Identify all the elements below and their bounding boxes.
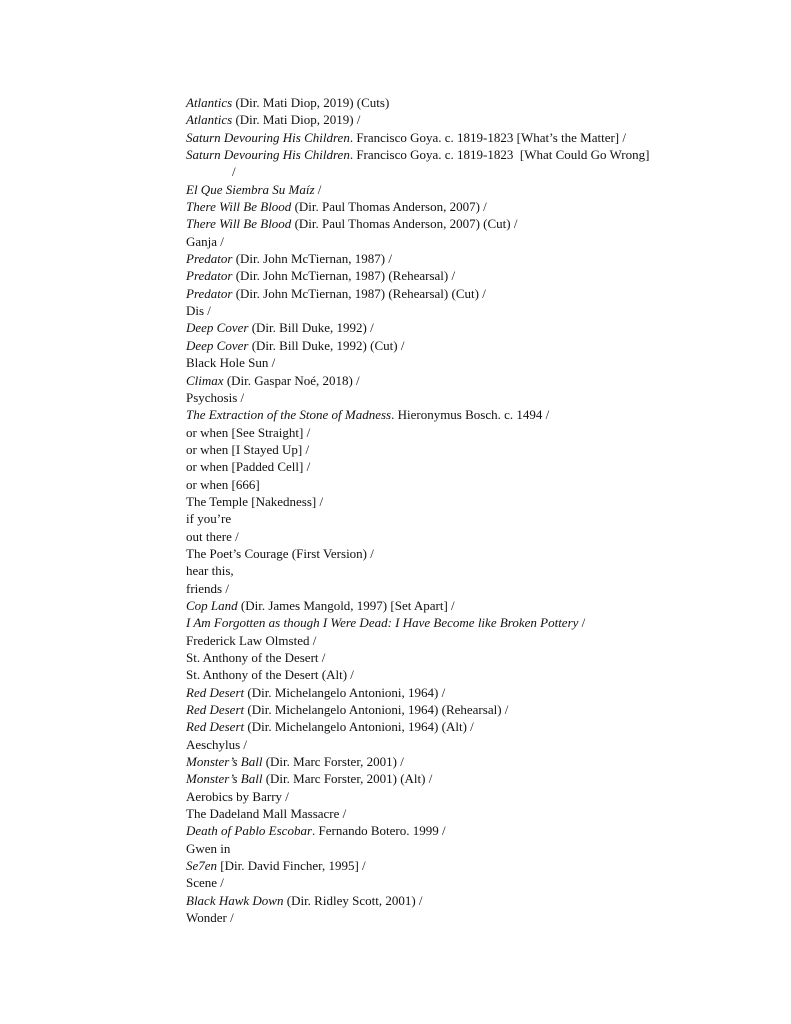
poem-line	[186, 666, 766, 683]
poem-line	[186, 372, 766, 389]
line-text: (Dir. Paul Thomas Anderson, 2007) (Cut) /	[291, 216, 518, 232]
line-text: (Dir. Marc Forster, 2001) /	[262, 754, 404, 770]
line-text: (Dir. Mati Diop, 2019) /	[232, 112, 361, 128]
work-title: Atlantics	[186, 95, 233, 110]
poem-line	[186, 250, 766, 267]
work-title: Atlantics	[186, 112, 233, 128]
work-title: There Will Be Blood	[186, 199, 292, 215]
poem-line	[186, 233, 766, 250]
work-title: Deep Cover	[186, 320, 249, 336]
work-title: Saturn Devouring His Children	[186, 147, 350, 163]
line-text: (Dir. John McTiernan, 1987) /	[232, 251, 392, 267]
poem-line	[186, 424, 766, 441]
poem-line	[186, 597, 766, 614]
line-text: /	[578, 615, 586, 631]
work-title: Predator	[186, 268, 233, 284]
work-title: Saturn Devouring His Children	[186, 129, 350, 145]
poem-line	[186, 649, 766, 666]
line-text: (Dir. John McTiernan, 1987) (Rehearsal) (Cut) /	[232, 285, 486, 301]
work-title: Predator	[186, 285, 233, 301]
line-text: Aerobics by Barry /	[186, 788, 289, 804]
poem-line	[186, 718, 766, 735]
line-text: Psychosis /	[186, 389, 245, 405]
work-title: Black Hawk Down	[186, 892, 284, 908]
poem-line	[186, 94, 766, 111]
line-text: The Poet’s Courage (First Version) /	[186, 545, 374, 561]
poem-line	[186, 510, 766, 527]
work-title: There Will Be Blood	[186, 216, 292, 232]
line-text: hear this,	[186, 563, 234, 579]
poem-line	[186, 493, 766, 510]
work-title: Predator	[186, 251, 233, 267]
line-text: Dis /	[186, 303, 211, 319]
line-text: (Dir. Mati Diop, 2019) (Cuts)	[232, 95, 390, 110]
line-text: Wonder /	[186, 910, 234, 926]
poem-line	[186, 458, 766, 475]
poem-line	[186, 874, 766, 891]
poem-line	[186, 684, 766, 701]
line-text: (Dir. Paul Thomas Anderson, 2007) /	[291, 199, 487, 215]
poem-line	[186, 545, 766, 562]
line-text: out there /	[186, 528, 239, 544]
line-text: Frederick Law Olmsted /	[186, 632, 317, 648]
work-title: Red Desert	[186, 684, 245, 700]
poem-line	[186, 441, 766, 458]
line-text: (Dir. Michelangelo Antonioni, 1964) /	[244, 684, 446, 700]
line-text: (Dir. James Mangold, 1997) [Set Apart] /	[237, 597, 455, 613]
work-title: Monster’s Ball	[186, 771, 263, 787]
line-text: (Dir. Ridley Scott, 2001) /	[283, 892, 423, 908]
poem-line	[186, 389, 766, 406]
poem-line	[186, 337, 766, 354]
line-text: (Dir. John McTiernan, 1987) (Rehearsal) /	[232, 268, 456, 284]
work-title: The Extraction of the Stone of Madness	[186, 407, 392, 423]
line-text: (Dir. Marc Forster, 2001) (Alt) /	[262, 771, 433, 787]
poem-line	[186, 736, 766, 753]
poem-body	[186, 94, 766, 927]
line-text: or when [I Stayed Up] /	[186, 441, 310, 457]
line-text: (Dir. Michelangelo Antonioni, 1964) (Alt) /	[244, 719, 474, 735]
poem-line	[186, 302, 766, 319]
poem-line	[186, 181, 766, 198]
poem-line	[186, 805, 766, 822]
line-text: or when [See Straight] /	[186, 424, 311, 440]
poem-line	[186, 111, 766, 128]
poem-line	[186, 614, 766, 631]
line-text: (Dir. Bill Duke, 1992) (Cut) /	[248, 337, 405, 353]
line-text: Scene /	[186, 875, 224, 891]
line-text: The Temple [Nakedness] /	[186, 493, 324, 509]
poem-line	[186, 129, 766, 146]
work-title: Deep Cover	[186, 337, 249, 353]
work-title: I Am Forgotten as though I Were Dead: I Have Become like Broken Pottery	[186, 615, 579, 631]
line-text: (Dir. Michelangelo Antonioni, 1964) (Rehearsal) /	[244, 702, 509, 718]
line-text: /	[314, 181, 322, 197]
line-text: Black Hole Sun /	[186, 355, 276, 371]
poem-line	[186, 753, 766, 770]
line-text: St. Anthony of the Desert (Alt) /	[186, 667, 354, 683]
work-title: Red Desert	[186, 719, 245, 735]
line-text: Aeschylus /	[186, 736, 248, 752]
line-text: . Fernando Botero. 1999 /	[312, 823, 446, 839]
poem-line	[186, 701, 766, 718]
line-text: (Dir. Gaspar Noé, 2018) /	[223, 372, 360, 388]
poem-line	[186, 476, 766, 493]
poem-line	[186, 319, 766, 336]
line-text: St. Anthony of the Desert /	[186, 650, 326, 665]
poem-line	[186, 528, 766, 545]
line-text: . Francisco Goya. c. 1819-1823 [What’s the Matter] /	[349, 129, 627, 145]
poem-line	[186, 285, 766, 302]
poem-line	[186, 788, 766, 805]
line-text: . Hieronymus Bosch. c. 1494 /	[391, 407, 550, 423]
poem-line	[186, 857, 766, 874]
line-text: or when [Padded Cell] /	[186, 459, 311, 475]
poem-line	[186, 770, 766, 787]
work-title: Se7en	[186, 858, 218, 874]
work-title: Climax	[186, 372, 224, 388]
poem-line	[186, 632, 766, 649]
work-title: Monster’s Ball	[186, 754, 263, 770]
line-text: friends /	[186, 580, 229, 596]
poem-line	[186, 198, 766, 215]
poem-line	[186, 822, 766, 839]
line-text: (Dir. Bill Duke, 1992) /	[248, 320, 374, 336]
poem-line	[186, 146, 766, 163]
poem-line	[186, 267, 766, 284]
line-text: Ganja /	[186, 233, 224, 249]
line-text: [Dir. David Fincher, 1995] /	[217, 858, 366, 874]
poem-line	[186, 406, 766, 423]
work-title: Cop Land	[186, 597, 238, 613]
line-text: The Dadeland Mall Massacre /	[186, 806, 347, 822]
poem-line	[186, 163, 766, 180]
poem-line	[186, 354, 766, 371]
poem-line	[186, 892, 766, 909]
line-text: /	[232, 164, 236, 180]
work-title: El Que Siembra Su Maíz	[186, 181, 315, 197]
line-text: or when [666]	[186, 476, 260, 492]
poem-line	[186, 909, 766, 926]
line-text: if you’re	[186, 511, 232, 527]
poem-line	[186, 215, 766, 232]
work-title: Red Desert	[186, 702, 245, 718]
work-title: Death of Pablo Escobar	[186, 823, 313, 839]
line-text: . Francisco Goya. c. 1819-1823 [What Could Go Wrong]	[349, 147, 650, 163]
poem-line	[186, 562, 766, 579]
poem-line	[186, 580, 766, 597]
line-text: Gwen in	[186, 840, 231, 856]
poem-line	[186, 840, 766, 857]
